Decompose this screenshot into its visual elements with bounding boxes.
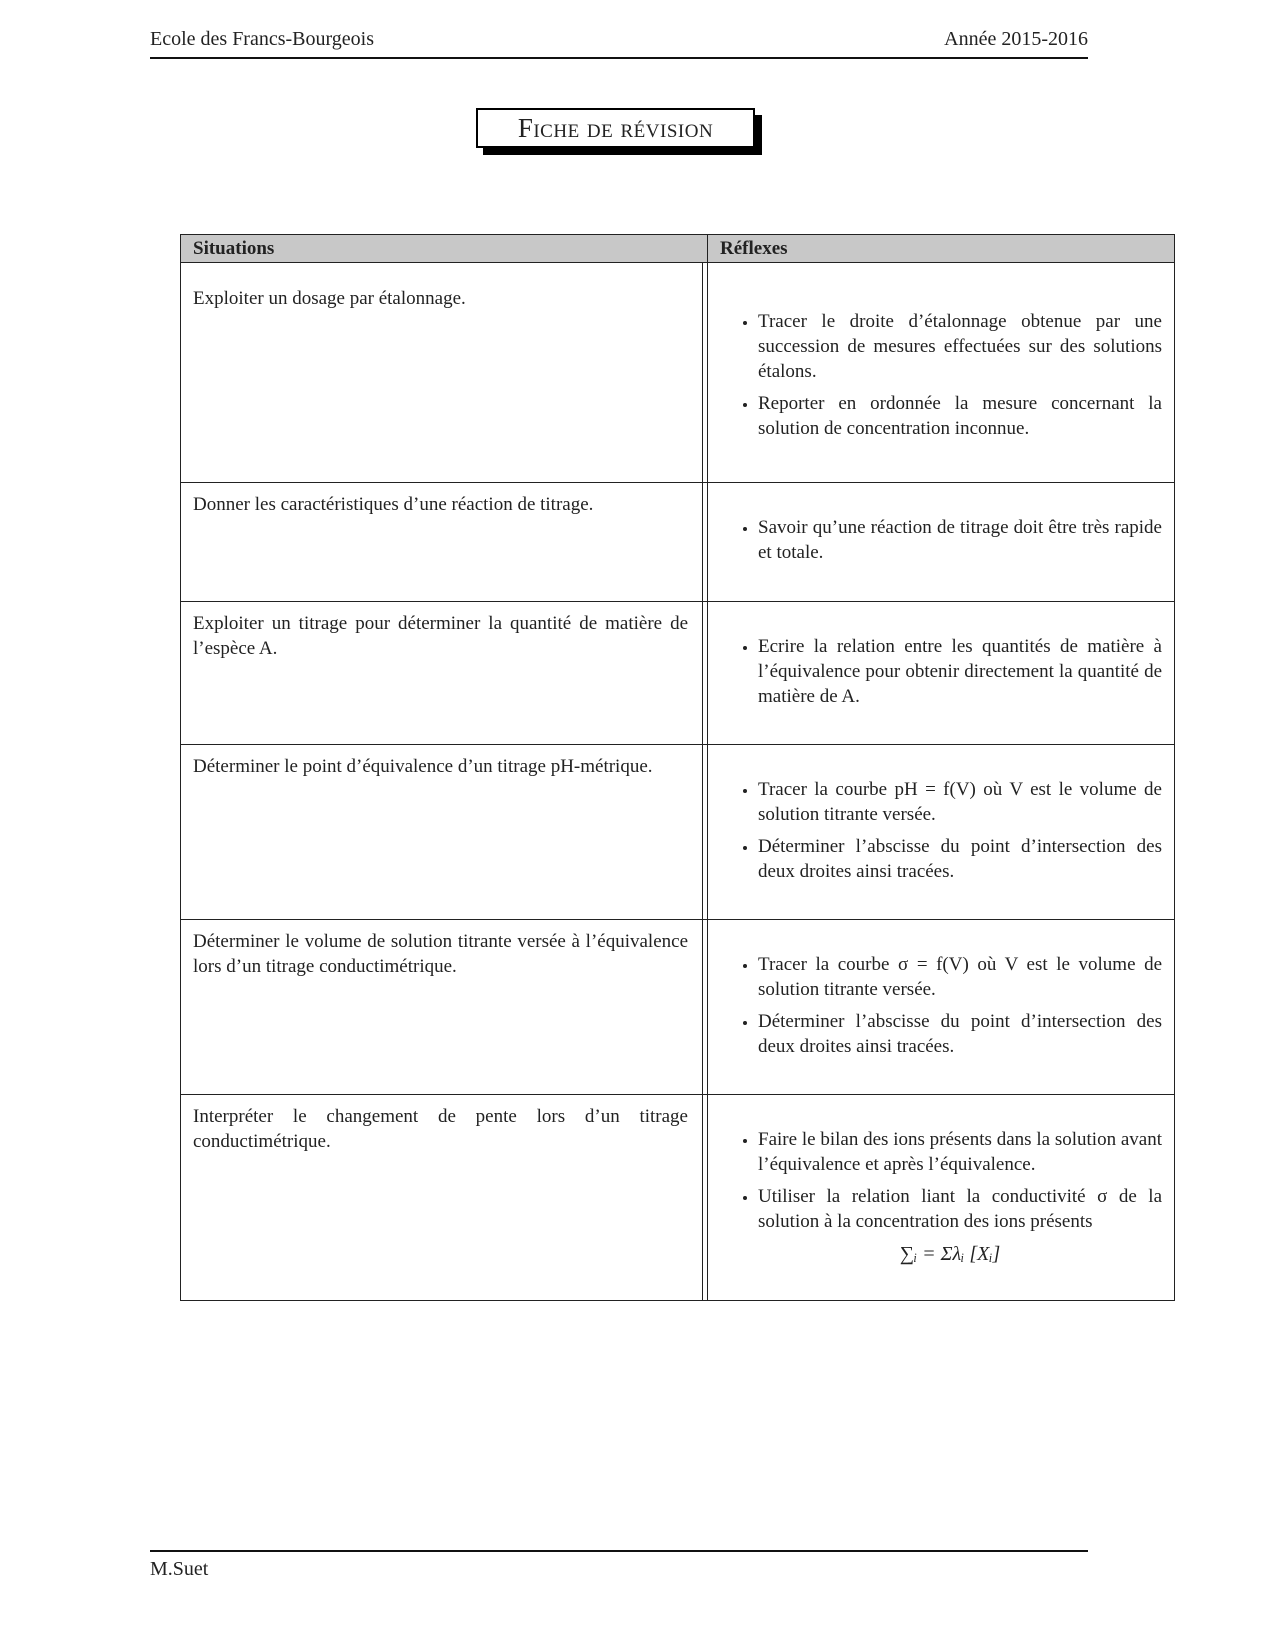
page-title: Fiche de révision — [476, 108, 755, 148]
footer-rule — [150, 1550, 1088, 1552]
column-header-reflexes: Réflexes — [708, 235, 1175, 263]
list-item: • Déterminer l’abscisse du point d’intersection des deux droites ainsi tracées. — [758, 1009, 1162, 1059]
page-header — [150, 28, 1088, 59]
situation-text: Déterminer le point d’équivalence d’un titrage pH-métrique. — [193, 756, 653, 777]
list-item: • Tracer la courbe σ = f(V) où V est le volume de solution titrante versée. — [758, 952, 1162, 1002]
column-header-situations: Situations — [181, 235, 708, 263]
school-year: Année 2015-2016 — [944, 28, 1088, 50]
reflexes-cell — [708, 745, 1175, 920]
list-item: • Tracer le droite d’étalonnage obtenue par une succession de mesures effectuées sur des solutions étalons. — [758, 309, 1162, 384]
situation-text: Interpréter le changement de pente lors d’un titrage conductimétrique. — [193, 1106, 688, 1152]
reflexes-cell — [708, 1095, 1175, 1301]
reflexes-cell — [708, 920, 1175, 1095]
situation-text: Donner les caractéristiques d’une réaction de titrage. — [193, 494, 594, 515]
list-item: • Faire le bilan des ions présents dans la solution avant l’équivalence et après l’équivalence. — [758, 1127, 1162, 1177]
situation-cell — [181, 602, 703, 745]
list-item: • Reporter en ordonnée la mesure concernant la solution de concentration inconnue. — [758, 391, 1162, 441]
author-name: M.Suet — [150, 1558, 209, 1580]
table-row — [181, 602, 1175, 745]
table-row — [181, 1095, 1175, 1301]
situation-text: Déterminer le volume de solution titrante versée à l’équivalence lors d’un titrage conductimétrique. — [193, 931, 688, 977]
list-item: • Savoir qu’une réaction de titrage doit être très rapide et totale. — [758, 515, 1162, 565]
table-row — [181, 920, 1175, 1095]
table-header-row — [181, 235, 1175, 263]
list-item: • Utiliser la relation liant la conductivité σ de la solution à la concentration des ions présents — [758, 1184, 1162, 1234]
conductivity-formula: ∑ᵢ = Σλᵢ [Xᵢ] — [899, 1243, 1001, 1265]
situation-cell — [181, 745, 703, 920]
list-item: • Déterminer l’abscisse du point d’intersection des deux droites ainsi tracées. — [758, 834, 1162, 884]
reflexes-cell — [708, 483, 1175, 602]
reflexes-cell — [708, 602, 1175, 745]
situation-cell — [181, 263, 703, 483]
situation-cell — [181, 920, 703, 1095]
situation-cell — [181, 483, 703, 602]
list-item: • Tracer la courbe pH = f(V) où V est le volume de solution titrante versée. — [758, 777, 1162, 827]
revision-table — [180, 234, 1175, 1301]
reflexes-cell — [708, 263, 1175, 483]
situation-text: Exploiter un dosage par étalonnage. — [193, 288, 466, 309]
table-row — [181, 483, 1175, 602]
situation-cell — [181, 1095, 703, 1301]
title-block — [476, 108, 755, 148]
situation-text: Exploiter un titrage pour déterminer la quantité de matière de l’espèce A. — [193, 613, 688, 659]
table-row — [181, 263, 1175, 483]
school-name: Ecole des Francs-Bourgeois — [150, 28, 375, 50]
table-row — [181, 745, 1175, 920]
list-item: • Ecrire la relation entre les quantités de matière à l’équivalence pour obtenir directement la quantité de matière de A. — [758, 634, 1162, 709]
